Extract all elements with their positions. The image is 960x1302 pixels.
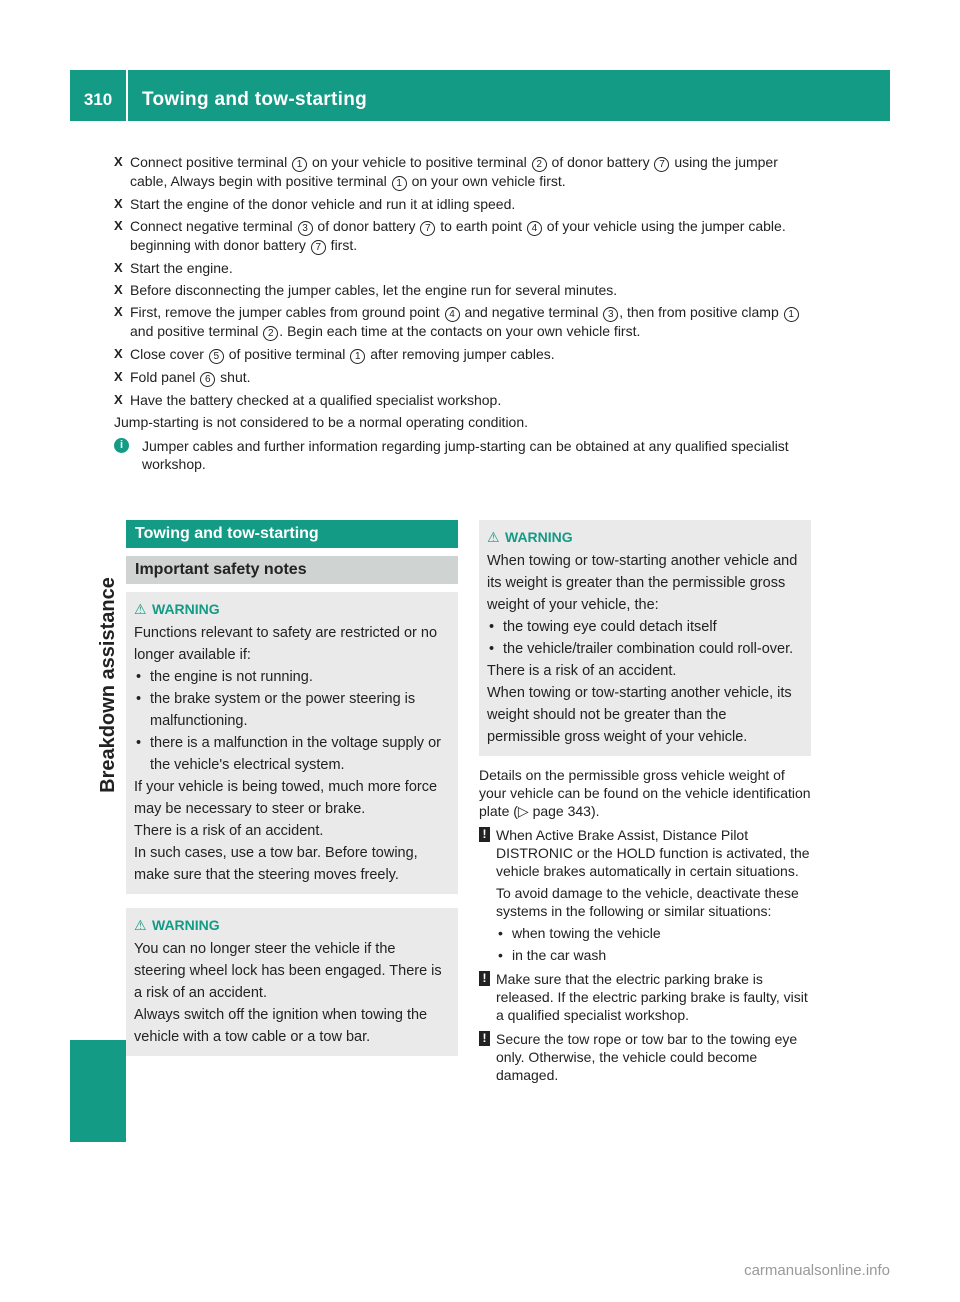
section-title: Towing and tow-starting	[126, 520, 458, 548]
warning-text: In such cases, use a tow bar. Before towing, make sure that the steering moves freely.	[134, 845, 418, 883]
warning-heading: WARNING	[152, 601, 220, 617]
info-icon: i	[114, 438, 129, 453]
watermark: carmanualsonline.info	[744, 1262, 890, 1279]
step-marker: X	[114, 369, 123, 384]
warning-box-1	[126, 592, 458, 894]
side-marker	[70, 1040, 126, 1142]
note-1: ! When Active Brake Assist, Distance Pilot DISTRONIC or the HOLD function is activated, the vehicle brakes automatically in certain situations. To avoid damage to the vehicle, deactivate these systems in the following or similar situations: • when towing the vehicle • in the car wash	[479, 826, 811, 964]
step-item	[114, 368, 814, 387]
step-marker: X	[114, 196, 123, 211]
step-text: Have the battery checked at a qualified specialist workshop.	[130, 392, 502, 408]
warning-triangle-icon: ⚠	[134, 601, 147, 617]
warning-box-3	[479, 520, 811, 756]
warning-box-2	[126, 908, 458, 1056]
step-item	[114, 195, 814, 213]
step-marker: X	[114, 346, 123, 361]
step-marker: X	[114, 282, 123, 297]
left-column	[126, 520, 458, 1056]
step-text: Before disconnecting the jumper cables, let the engine run for several minutes.	[130, 282, 618, 298]
step-text: Connect positive terminal 1 on your vehicle to positive terminal 2 of donor battery 7 using the jumper cable, Always begin with positive terminal 1 on your own vehicle first.	[130, 154, 778, 189]
warning-text: There is a risk of an accident.	[134, 823, 324, 839]
warning-text: You can no longer steer the vehicle if the steering wheel lock has been engaged. There is a risk of an accident.	[134, 941, 442, 1001]
note-2: ! Make sure that the electric parking brake is released. If the electric parking brake is faulty, visit a qualified specialist workshop.	[479, 970, 811, 1024]
list-item: • the brake system or the power steering is malfunctioning.	[136, 691, 416, 729]
step-item	[114, 391, 814, 409]
side-tab-label: Breakdown assistance	[97, 577, 119, 793]
warning-text: There is a risk of an accident.	[487, 663, 677, 679]
jump-start-steps	[114, 153, 814, 473]
note-3: ! Secure the tow rope or tow bar to the towing eye only. Otherwise, the vehicle could become damaged.	[479, 1030, 811, 1084]
warning-triangle-icon: ⚠	[487, 529, 500, 545]
warning-triangle-icon: ⚠	[134, 917, 147, 933]
step-item	[114, 217, 814, 255]
list-item: • the engine is not running.	[136, 669, 313, 685]
right-column	[479, 520, 811, 1084]
details-text: Details on the permissible gross vehicle weight of your vehicle can be found on the vehicle identification plate (▷ page 343).	[479, 767, 811, 819]
page-header	[70, 70, 890, 121]
list-item: • when towing the vehicle	[498, 925, 661, 941]
step-text: Start the engine.	[130, 260, 233, 276]
step-item	[114, 259, 814, 277]
step-item	[114, 281, 814, 299]
exclamation-icon: !	[479, 1031, 490, 1046]
step-text: Connect negative terminal 3 of donor battery 7 to earth point 4 of your vehicle using the jumper cable. beginning with donor battery 7 first.	[130, 218, 786, 253]
list-item: • the vehicle/trailer combination could roll-over.	[489, 641, 794, 657]
step-marker: X	[114, 154, 123, 169]
step-marker: X	[114, 260, 123, 275]
step-text: Start the engine of the donor vehicle and run it at idling speed.	[130, 196, 516, 212]
page-number: 310	[83, 90, 113, 109]
warning-text: If your vehicle is being towed, much more force may be necessary to steer or brake.	[134, 779, 438, 817]
exclamation-icon: !	[479, 827, 490, 842]
step-marker: X	[114, 304, 123, 319]
warning-text: Always switch off the ignition when towing the vehicle with a tow cable or a tow bar.	[134, 1007, 428, 1045]
step-marker: X	[114, 392, 123, 407]
warning-text: When towing or tow-starting another vehicle and its weight is greater than the permissible gross weight of your vehicle, the:	[487, 553, 798, 613]
warning-heading: WARNING	[152, 917, 220, 933]
info-note	[114, 437, 814, 473]
exclamation-icon: !	[479, 971, 490, 986]
header-title: Towing and tow-starting	[142, 89, 368, 110]
step-text: Close cover 5 of positive terminal 1 after removing jumper cables.	[130, 346, 555, 362]
warning-text: Functions relevant to safety are restricted or no longer available if:	[134, 625, 438, 663]
step-marker: X	[114, 218, 123, 233]
header-divider	[126, 70, 128, 121]
step-item	[114, 303, 814, 341]
step-item	[114, 153, 814, 191]
info-note-text: Jumper cables and further information regarding jump-starting can be obtained at any qualified specialist workshop.	[142, 438, 789, 472]
side-tab	[70, 530, 126, 840]
jump-note: Jump-starting is not considered to be a normal operating condition.	[114, 414, 529, 430]
step-item	[114, 345, 814, 364]
step-text: Fold panel 6 shut.	[130, 369, 251, 385]
list-item: • in the car wash	[498, 947, 607, 963]
warning-text: When towing or tow-starting another vehicle, its weight should not be greater than the permissible gross weight of your vehicle.	[487, 685, 792, 745]
step-list	[114, 153, 814, 409]
list-item: • there is a malfunction in the voltage supply or the vehicle's electrical system.	[136, 735, 441, 773]
section-subtitle: Important safety notes	[126, 556, 458, 584]
step-text: First, remove the jumper cables from ground point 4 and negative terminal 3 , then from positive clamp 1 and positive terminal 2 . Begin each time at the contacts on your own vehicle first.	[130, 304, 800, 339]
list-item: • the towing eye could detach itself	[489, 619, 717, 635]
warning-heading: WARNING	[505, 529, 573, 545]
